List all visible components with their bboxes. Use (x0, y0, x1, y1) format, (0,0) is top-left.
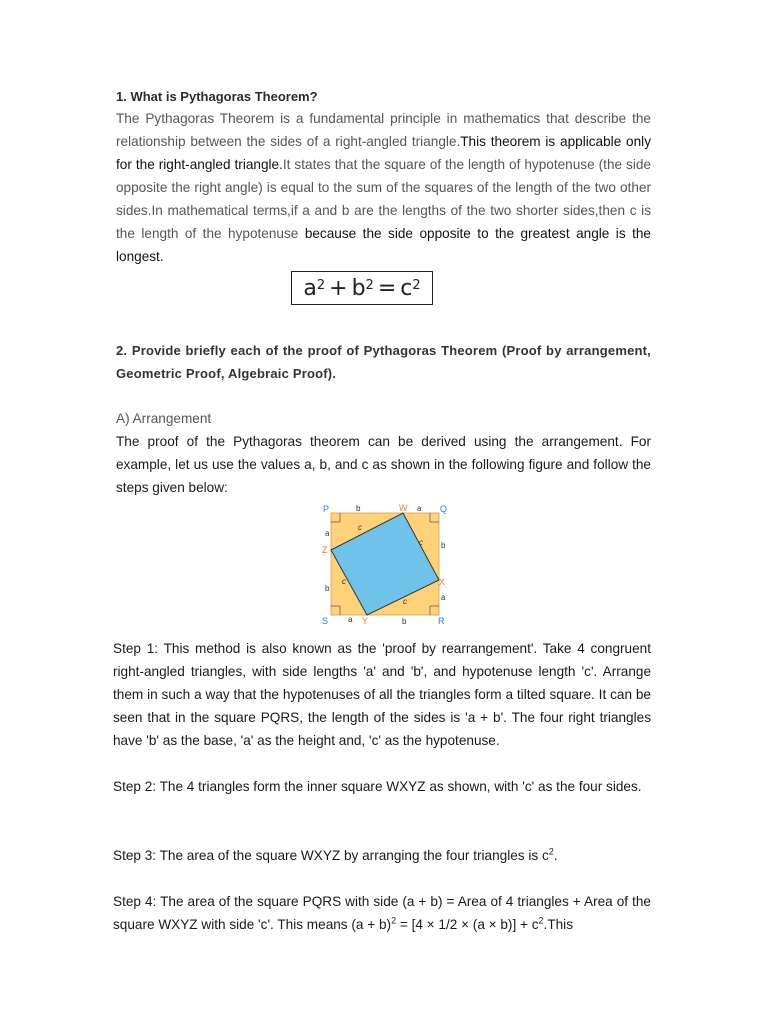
label-p: P (323, 504, 330, 514)
step-3-end: . (553, 848, 558, 863)
formula-b: b (351, 275, 366, 301)
formula-exp: 2 (365, 277, 374, 293)
section1-title: 1. What is Pythagoras Theorem? (116, 89, 318, 104)
paragraph-part: because the side opposite to the greatest angle is the longest. (116, 226, 651, 264)
step-4-text: Step 4: The area of the square PQRS with side (a + b) = Area of 4 triangles + Area of the square WXYZ with side 'c'. This means (a + b) (113, 894, 651, 932)
subsection-a-heading: A) Arrangement (116, 411, 212, 426)
label-q: Q (440, 504, 448, 514)
formula-plus: + (329, 275, 348, 301)
formula-eq: = (377, 275, 397, 301)
label-c-top: c (358, 523, 362, 532)
arrangement-intro: The proof of the Pythagoras theorem can be derived using the arrangement. For example, let us use the values a, b, and c as shown in the following figure and follow the steps given below: (116, 434, 651, 495)
paragraph-part: The Pythagoras Theorem is a fundamental principle in mathematics that describe the relationship between the sides of a right-angled triangle. (116, 111, 651, 149)
step-1: Step 1: This method is also known as the 'proof by rearrangement'. Take 4 congruent right-angled triangles, with side lengths 'a' and 'b', and hypotenuse length 'c'. Arrange them in such a way that the hypotenuses of all the triangles form a tilted square. It can be seen that in the square PQRS, the length of the sides is 'a + b'. The four right triangles have 'b' as the base, 'a' as the height and, 'c' as the hypotenuse. (113, 641, 651, 748)
step-4-sup: 2 (391, 915, 397, 926)
label-x: X (439, 577, 446, 587)
formula-a: a (303, 275, 317, 301)
section2-title: 2. Provide briefly each of the proof of Pythagoras Theorem (Proof by arrangement, Geometric Proof, Algebraic Proof). (116, 343, 651, 381)
label-w: W (399, 503, 408, 513)
step-3-sup: 2 (548, 846, 554, 857)
step-3 (113, 844, 651, 867)
label-c-left: c (342, 577, 346, 586)
formula-c: c (400, 275, 413, 301)
step-3-text: Step 3: The area of the square WXYZ by arranging the four triangles is c (113, 848, 549, 863)
label-c-bottom: c (403, 597, 407, 606)
paragraph-part: It states that the square of the length of hypotenuse (the side opposite the right angle) is equal to the sum of the squares of the length of the two other sides.In mathematical terms,if a and b are the lengths of the two shorter sides,then c is the length of the hypotenuse (116, 157, 651, 241)
section1-paragraph (116, 107, 651, 268)
label-b-right: b (441, 541, 446, 550)
label-b-left: b (325, 584, 330, 593)
formula-exp: 2 (316, 277, 326, 293)
label-s: S (322, 616, 329, 626)
paragraph-part: This theorem is applicable only for the right-angled triangle. (116, 134, 651, 172)
label-b-top: b (356, 504, 361, 513)
arrangement-figure (318, 500, 452, 630)
label-a-bottom: a (348, 615, 353, 624)
step-2: Step 2: The 4 triangles form the inner square WXYZ as shown, with 'c' as the four sides. (113, 779, 642, 794)
label-a-right: a (441, 593, 446, 602)
step-4-text: = [4 × 1/2 × (a × b)] + c (396, 917, 539, 932)
step-4 (113, 890, 651, 936)
label-a-top: a (417, 504, 422, 513)
label-z: Z (322, 545, 328, 555)
label-y: Y (362, 616, 369, 626)
step-4-text: .This (543, 917, 574, 932)
pythagoras-formula (291, 271, 433, 305)
step-4-sup: 2 (538, 915, 544, 926)
label-r: R (438, 616, 445, 626)
formula-exp: 2 (412, 277, 421, 293)
label-c-right: c (419, 538, 423, 547)
label-b-bottom: b (402, 617, 407, 626)
label-a-left: a (325, 529, 330, 538)
